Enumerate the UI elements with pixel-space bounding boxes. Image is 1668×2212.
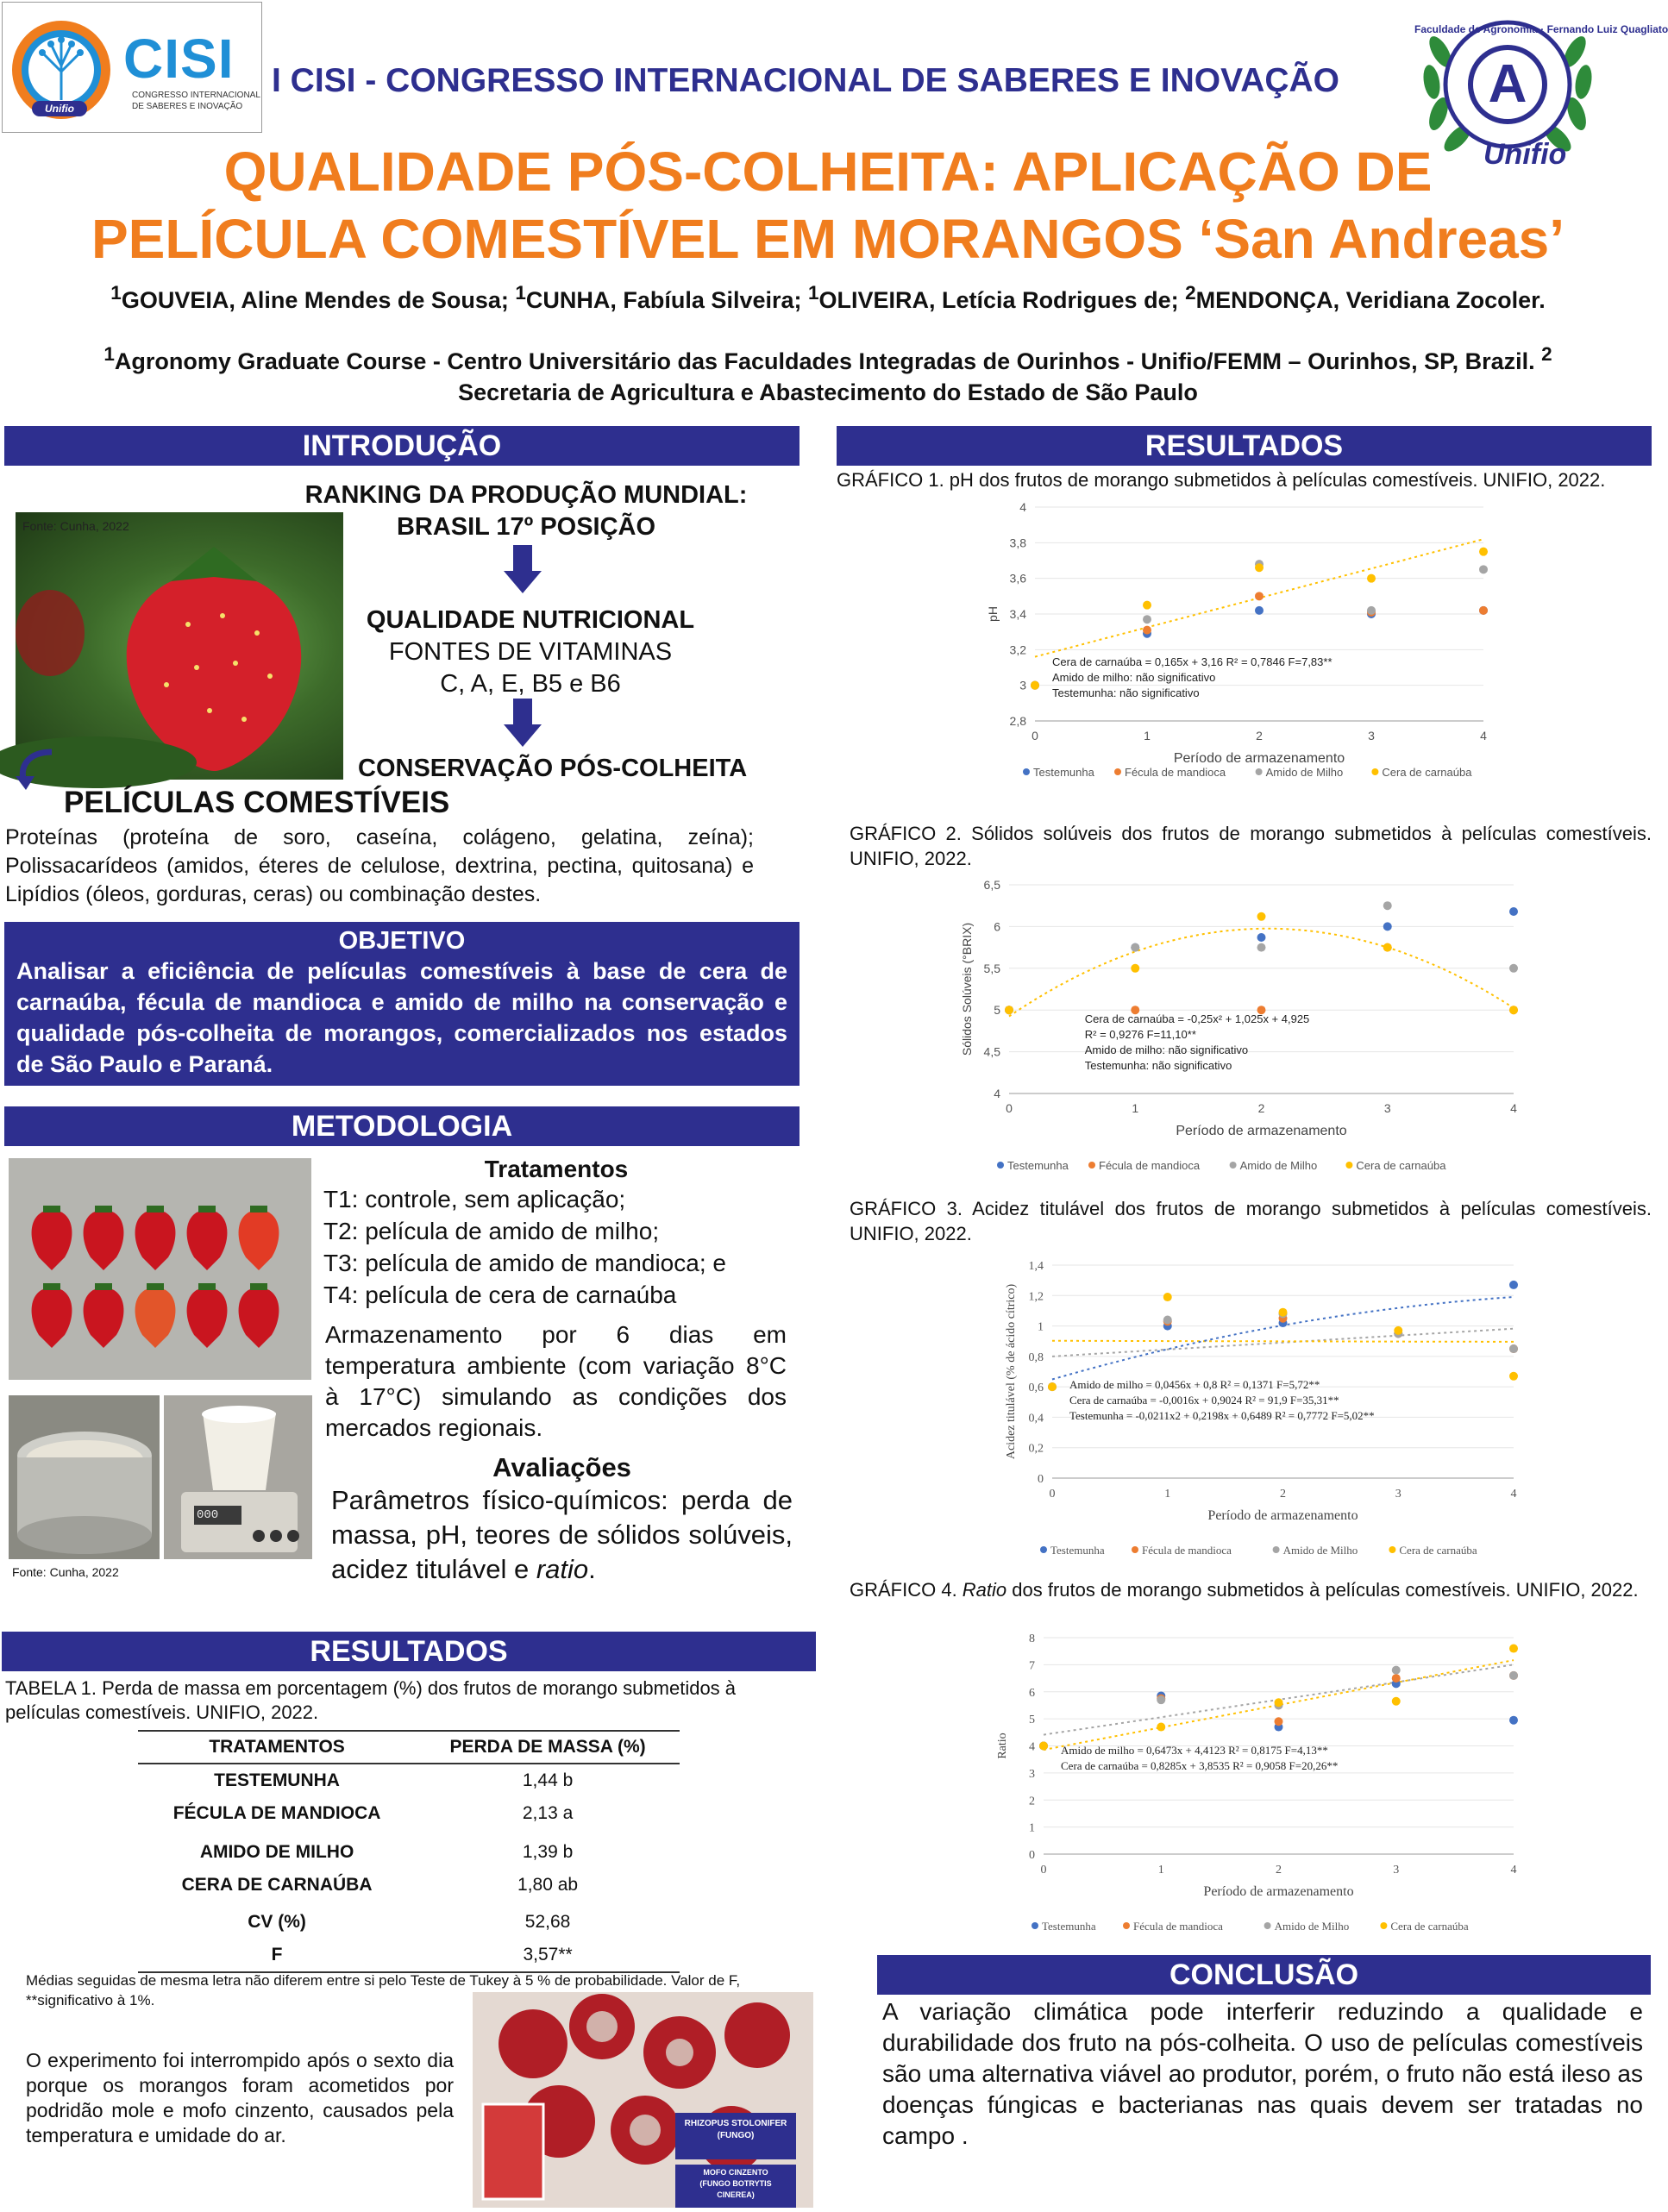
x-tick-label: 2	[1280, 1488, 1286, 1501]
legend-item: Cera de carnaúba	[1382, 766, 1472, 779]
equation-annotation: Testemunha: não significativo	[1052, 686, 1200, 699]
equation-annotation: Cera de carnaúba = 0,165x + 3,16 R² = 0,7846 F=7,83**	[1052, 655, 1333, 668]
data-point	[1392, 1674, 1401, 1682]
data-point	[1279, 1308, 1288, 1317]
x-axis-label: Período de armazenamento	[1203, 1884, 1354, 1899]
x-tick-label: 3	[1395, 1488, 1401, 1501]
data-point	[1479, 606, 1488, 615]
scale-photo	[164, 1395, 312, 1559]
table-row: FÉCULA DE MANDIOCA 2,13 a	[172, 1803, 574, 1823]
table-row: TESTEMUNHA 1,44 b	[214, 1770, 574, 1790]
scale-display: 000	[197, 1508, 219, 1522]
treatment-item: T1: controle, sem aplicação;	[323, 1186, 626, 1213]
results-right-heading: RESULTADOS	[837, 426, 1652, 466]
legend-item: Amido de Milho	[1265, 766, 1344, 779]
data-point	[1257, 912, 1266, 921]
data-point	[1131, 964, 1139, 973]
x-tick-label: 3	[1393, 1864, 1400, 1877]
objective-text: Analisar a eficiência de películas comestíveis à base de cera de carnaúba, fécula de mandioca e amido de milho na conservação e qualidade pós-colheita de morangos, comercializados nos estados de São Paulo e Paraná.	[16, 958, 787, 1077]
chart1-caption: GRÁFICO 1. pH dos frutos de morango submetidos à películas comestíveis. UNIFIO, 2022.	[837, 469, 1606, 491]
poster-title-line2: PELÍCULA COMESTÍVEL EM MORANGOS ‘San Andreas’	[91, 208, 1565, 270]
legend-marker	[1264, 1922, 1271, 1929]
curved-arrow-icon	[16, 749, 59, 792]
x-tick-label: 3	[1368, 729, 1375, 743]
y-tick-label: 3,6	[1009, 571, 1026, 586]
chart2-caption: GRÁFICO 2. Sólidos solúveis dos frutos de morango submetidos à películas comestíveis. UNIFIO, 2022.	[850, 823, 1652, 869]
data-point	[1143, 601, 1151, 610]
data-point	[1509, 964, 1518, 973]
equation-annotation: Cera de carnaúba = -0,25x² + 1,025x + 4,925	[1084, 1012, 1310, 1025]
legend-marker	[1389, 1546, 1395, 1553]
legend-item: Fécula de mandioca	[1125, 766, 1226, 779]
y-tick-label: 1,2	[1028, 1290, 1044, 1304]
legend-item: Cera de carnaúba	[1390, 1920, 1469, 1933]
data-point	[1509, 1645, 1518, 1653]
legend-item: Testemunha	[1007, 1159, 1069, 1172]
equation-annotation: Cera de carnaúba = -0,0016x + 0,9024 R² = 91,9 F=35,31**	[1069, 1394, 1339, 1407]
photo-label-botrytis: MOFO CINZENTO (FUNGO BOTRYTIS CINEREA)	[699, 2168, 772, 2199]
table-caption: TABELA 1. Perda de massa em porcentagem (%) dos frutos de morango submetidos à películas comestíveis. UNIFIO, 2022.	[5, 1677, 737, 1723]
data-point	[1131, 943, 1139, 952]
y-axis-label: pH	[986, 606, 1000, 622]
equation-annotation: Amido de milho: não significativo	[1084, 1043, 1249, 1056]
y-tick-label: 0,6	[1028, 1382, 1044, 1395]
y-tick-label: 0,8	[1028, 1350, 1044, 1364]
objective-box	[4, 922, 800, 1086]
data-point	[1479, 565, 1488, 573]
x-tick-label: 4	[1480, 729, 1487, 743]
arrow-down-icon	[504, 545, 542, 593]
chart-titratable-acidity	[1000, 1250, 1552, 1570]
equation-annotation: Testemunha = -0,0211x2 + 0,2198x + 0,6489 R² = 0,7772 F=5,02**	[1069, 1409, 1375, 1422]
conclusion-heading: CONCLUSÃO	[877, 1955, 1651, 1995]
congress-title: I CISI - CONGRESSO INTERNACIONAL DE SABERES E INOVAÇÃO	[272, 62, 1340, 99]
strawberries-grid-icon	[9, 1158, 311, 1380]
legend-marker	[1032, 1922, 1038, 1929]
chart-soluble-solids	[940, 871, 1561, 1190]
seal-letter: A	[1488, 54, 1527, 114]
equation-annotation: Amido de milho = 0,0456x + 0,8 R² = 0,1371 F=5,72**	[1069, 1378, 1320, 1391]
data-point	[1509, 1372, 1518, 1381]
data-point	[1509, 1344, 1518, 1353]
y-tick-label: 2,8	[1009, 714, 1026, 728]
films-text: Proteínas (proteína de soro, caseína, colágeno, gelatina, zeína); Polissacarídeos (amidos, éteres de celulose, dextrina, pectina, quitosana) e Lipídios (óleos, gorduras, ceras) ou combinação destes.	[5, 825, 754, 906]
x-tick-label: 2	[1257, 1101, 1265, 1115]
data-point	[1509, 907, 1518, 916]
x-tick-label: 0	[1032, 729, 1038, 743]
cisi-logo	[2, 2, 262, 133]
methodology-heading: METODOLOGIA	[4, 1106, 800, 1146]
legend-marker	[1023, 768, 1030, 775]
y-tick-label: 4	[1019, 500, 1026, 514]
storage-text: Armazenamento por 6 dias em temperatura ambiente (com variação 8°C à 17°C) simulando as condições dos mercados regionais.	[325, 1321, 787, 1441]
x-tick-label: 3	[1383, 1101, 1391, 1115]
y-axis-label: Acidez titulável (% de ácido cítrico)	[1005, 1283, 1018, 1460]
data-point	[1509, 1281, 1518, 1289]
data-point	[1005, 1006, 1013, 1014]
y-tick-label: 6,5	[983, 878, 1000, 892]
data-point	[1163, 1293, 1172, 1301]
objective-heading: OBJETIVO	[338, 927, 466, 955]
data-point	[1392, 1697, 1401, 1706]
strawberry-photo	[16, 512, 343, 780]
evaluations-block	[331, 1452, 793, 1587]
data-point	[1509, 1671, 1518, 1680]
y-tick-label: 3	[1019, 678, 1026, 692]
x-tick-label: 1	[1132, 1101, 1139, 1115]
x-axis-label: Período de armazenamento	[1176, 1124, 1347, 1138]
method-photo-source: Fonte: Cunha, 2022	[12, 1565, 119, 1579]
y-tick-label: 6	[1029, 1686, 1035, 1700]
legend-item: Testemunha	[1042, 1920, 1096, 1933]
x-tick-label: 0	[1040, 1864, 1047, 1877]
legend-item: Cera de carnaúba	[1399, 1544, 1477, 1557]
table-header: PERDA DE MASSA (%)	[416, 1731, 680, 1764]
cooking-pot-icon	[9, 1395, 160, 1559]
treatment-item: T2: película de amido de milho;	[323, 1218, 660, 1244]
data-point	[1255, 592, 1264, 600]
legend-marker	[1088, 1162, 1095, 1169]
y-tick-label: 4	[1029, 1740, 1035, 1754]
data-point	[1143, 626, 1151, 635]
legend-item: Fécula de mandioca	[1142, 1544, 1232, 1557]
legend-item: Cera de carnaúba	[1356, 1159, 1446, 1172]
trend-line	[1052, 1341, 1514, 1342]
data-point	[1479, 548, 1488, 556]
intro-heading: INTRODUÇÃO	[4, 426, 800, 466]
treatments-title: Tratamentos	[484, 1156, 629, 1182]
treatment-item: T4: película de cera de carnaúba	[323, 1281, 677, 1308]
data-point	[1275, 1717, 1283, 1726]
authors: $^1$GOUVEIA, Aline Mendes de Sousa; $^1$CUNHA, Fabíula Silveira; $^1$OLIVEIRA, Letícia Rodrigues de; $^2$MENDONÇA, Veridiana Zocoler.	[110, 282, 1546, 313]
table-row: CERA DE CARNAÚBA 1,80 ab	[181, 1875, 579, 1895]
data-point	[1509, 1716, 1518, 1725]
legend-marker	[1345, 1162, 1352, 1169]
data-point	[1048, 1382, 1057, 1391]
y-tick-label: 3	[1029, 1767, 1035, 1781]
poster-title-line1: QUALIDADE PÓS-COLHEITA: APLICAÇÃO DE	[223, 141, 1433, 203]
y-tick-label: 6	[994, 919, 1000, 934]
evaluations-text: Parâmetros físico-químicos: perda de massa, pH, teores de sólidos solúveis, acidez titulável e ratio.	[331, 1485, 793, 1584]
equation-annotation: Testemunha: não significativo	[1084, 1059, 1232, 1072]
data-point	[1257, 943, 1266, 952]
data-point	[1255, 606, 1264, 615]
conservation-text: CONSERVAÇÃO PÓS-COLHEITA	[358, 755, 748, 782]
photo-label-rhizopus: RHIZOPUS STOLONIFER (FUNGO)	[684, 2119, 787, 2140]
legend-marker	[1040, 1546, 1047, 1553]
intro-photo-source: Fonte: Cunha, 2022	[22, 519, 129, 533]
trend-line	[1009, 929, 1514, 1017]
data-point	[1383, 943, 1392, 952]
data-point	[1039, 1742, 1048, 1751]
kitchen-scale-icon	[164, 1395, 312, 1559]
table-row: CV (%) 52,68	[248, 1912, 571, 1932]
data-point	[1163, 1316, 1172, 1325]
data-point	[1255, 563, 1264, 572]
x-tick-label: 0	[1049, 1488, 1056, 1501]
y-tick-label: 1	[1029, 1821, 1035, 1835]
data-point	[1143, 615, 1151, 623]
table-row: AMIDO DE MILHO 1,39 b	[199, 1842, 574, 1862]
x-tick-label: 1	[1164, 1488, 1171, 1501]
results-left-heading: RESULTADOS	[2, 1632, 816, 1671]
y-tick-label: 3,4	[1009, 607, 1026, 621]
equation-annotation: Cera de carnaúba = 0,8285x + 3,8535 R² = 0,9058 F=20,26**	[1061, 1759, 1339, 1772]
y-tick-label: 3,8	[1009, 536, 1026, 550]
y-tick-label: 2	[1029, 1795, 1035, 1808]
y-tick-label: 4,5	[983, 1044, 1000, 1059]
legend-marker	[1371, 768, 1378, 775]
chart3-caption: GRÁFICO 3. Acidez titulável dos frutos de morango submetidos à películas comestíveis. UNIFIO, 2022.	[850, 1198, 1652, 1244]
y-tick-label: 0,4	[1028, 1412, 1044, 1426]
data-point	[1031, 681, 1039, 690]
x-tick-label: 4	[1510, 1864, 1517, 1877]
chart-ph	[966, 500, 1552, 811]
x-tick-label: 4	[1510, 1488, 1517, 1501]
legend-item: Testemunha	[1050, 1544, 1105, 1557]
legend-marker	[1114, 768, 1121, 775]
films-title: PELÍCULAS COMESTÍVEIS	[64, 786, 450, 819]
quality-text: QUALIDADE NUTRICIONAL FONTES DE VITAMINAS C, A, E, B5 e B6	[366, 606, 695, 698]
data-point	[1367, 606, 1376, 615]
mass-loss-table	[138, 1730, 680, 1973]
y-axis-label: Ratio	[996, 1733, 1009, 1759]
treatment-item: T3: película de amido de mandioca; e	[323, 1250, 726, 1276]
legend-item: Fécula de mandioca	[1099, 1159, 1201, 1172]
data-point	[1157, 1695, 1165, 1704]
poster-title	[0, 138, 1656, 273]
legend-marker	[997, 1162, 1004, 1169]
unifio-badge: Unifio	[32, 101, 87, 116]
x-tick-label: 0	[1006, 1101, 1013, 1115]
legend-item: Fécula de mandioca	[1133, 1920, 1223, 1933]
equation-annotation: R² = 0,9276 F=11,10**	[1084, 1028, 1196, 1041]
equation-annotation: Amido de milho = 0,6473x + 4,4123 R² = 0,8175 F=4,13**	[1061, 1744, 1328, 1757]
y-tick-label: 5	[994, 1003, 1000, 1018]
y-tick-label: 7	[1029, 1659, 1035, 1673]
y-tick-label: 4	[994, 1087, 1000, 1100]
y-tick-label: 3,2	[1009, 642, 1026, 657]
trend-line	[1052, 1329, 1514, 1357]
x-axis-label: Período de armazenamento	[1173, 751, 1345, 766]
data-point	[1157, 1723, 1165, 1732]
legend-item: Amido de Milho	[1274, 1920, 1350, 1933]
y-axis-label: Sólidos Solúveis (°BRIX)	[960, 922, 974, 1056]
x-tick-label: 2	[1256, 729, 1263, 743]
y-tick-label: 1,4	[1028, 1260, 1044, 1273]
data-point	[1509, 1006, 1518, 1014]
y-tick-label: 8	[1029, 1632, 1035, 1645]
legend-item: Amido de Milho	[1239, 1159, 1318, 1172]
data-point	[1383, 922, 1392, 931]
x-tick-label: 4	[1510, 1101, 1517, 1115]
data-point	[1275, 1698, 1283, 1707]
y-tick-label: 5	[1029, 1714, 1035, 1727]
data-point	[1257, 933, 1266, 942]
seal-brand: Unifio	[1483, 138, 1567, 171]
pot-photo	[9, 1395, 160, 1559]
cisi-logo-sub1: CONGRESSO INTERNACIONAL	[132, 91, 260, 100]
table-header: TRATAMENTOS	[138, 1731, 416, 1764]
data-point	[1383, 901, 1392, 910]
equation-annotation: Amido de milho: não significativo	[1052, 671, 1216, 684]
table-row: F 3,57**	[138, 1939, 680, 1972]
data-point	[1394, 1326, 1402, 1335]
chart4-caption: GRÁFICO 4. Ratio dos frutos de morango submetidos à películas comestíveis. UNIFIO, 2022.	[850, 1579, 1639, 1601]
legend-item: Amido de Milho	[1282, 1544, 1358, 1557]
legend-marker	[1132, 1546, 1138, 1553]
rotten-strawberries-photo	[473, 1992, 813, 2208]
chart-ratio	[996, 1630, 1552, 1940]
closing-text: O experimento foi interrompido após o sexto dia porque os morangos foram acometidos por podridão mole e mofo cinzento, causados pela temperatura e umidade do ar.	[26, 2049, 454, 2146]
x-axis-label: Período de armazenamento	[1207, 1508, 1358, 1523]
cisi-logo-sub2: DE SABERES E INOVAÇÃO	[132, 102, 243, 111]
arrow-down-icon	[504, 699, 542, 747]
seal-ring-text: Faculdade de Agronomia · Fernando Luiz Quagliato	[1414, 23, 1668, 35]
y-tick-label: 0	[1029, 1849, 1035, 1862]
strawberry-icon	[16, 512, 343, 780]
legend-marker	[1256, 768, 1263, 775]
strawberry-row-photo	[9, 1158, 311, 1380]
y-tick-label: 0	[1038, 1473, 1044, 1486]
legend-marker	[1230, 1162, 1237, 1169]
evaluations-title: Avaliações	[492, 1452, 631, 1482]
legend-marker	[1273, 1546, 1280, 1553]
affiliations: $^1$Agronomy Graduate Course - Centro Universitário das Faculdades Integradas de Ourinhos - Unifio/FEMM – Ourinhos, SP, Brazil. $^2$ Secretaria de Agricultura e Abastecimento do Estado de São Paulo	[103, 343, 1552, 405]
x-tick-label: 1	[1157, 1864, 1164, 1877]
data-point	[1367, 574, 1376, 583]
ranking-text: RANKING DA PRODUÇÃO MUNDIAL: BRASIL 17º POSIÇÃO	[304, 481, 748, 541]
x-tick-label: 1	[1144, 729, 1151, 743]
data-point	[1392, 1666, 1401, 1675]
y-tick-label: 1	[1038, 1320, 1044, 1334]
table-note: Médias seguidas de mesma letra não diferem entre si pelo Teste de Tukey à 5 % de probabilidade. Valor de F, **significativo à 1%.	[26, 1972, 741, 2008]
legend-marker	[1380, 1922, 1387, 1929]
y-tick-label: 0,2	[1028, 1442, 1044, 1456]
legend-item: Testemunha	[1033, 766, 1094, 779]
conclusion-text: A variação climática pode interferir reduzindo a qualidade e durabilidade dos fruto na pós-colheita. O uso de películas comestíveis são uma alternativa viável ao produtor, porém, o fruto não está ileso as doenças fúngicas e bacterianas nas quais devem ser tratadas no campo .	[882, 1998, 1643, 2149]
x-tick-label: 2	[1276, 1864, 1282, 1877]
legend-marker	[1123, 1922, 1130, 1929]
y-tick-label: 5,5	[983, 961, 1000, 975]
treatments-block	[323, 1156, 789, 1311]
cisi-logo-text: CISI	[123, 28, 235, 90]
